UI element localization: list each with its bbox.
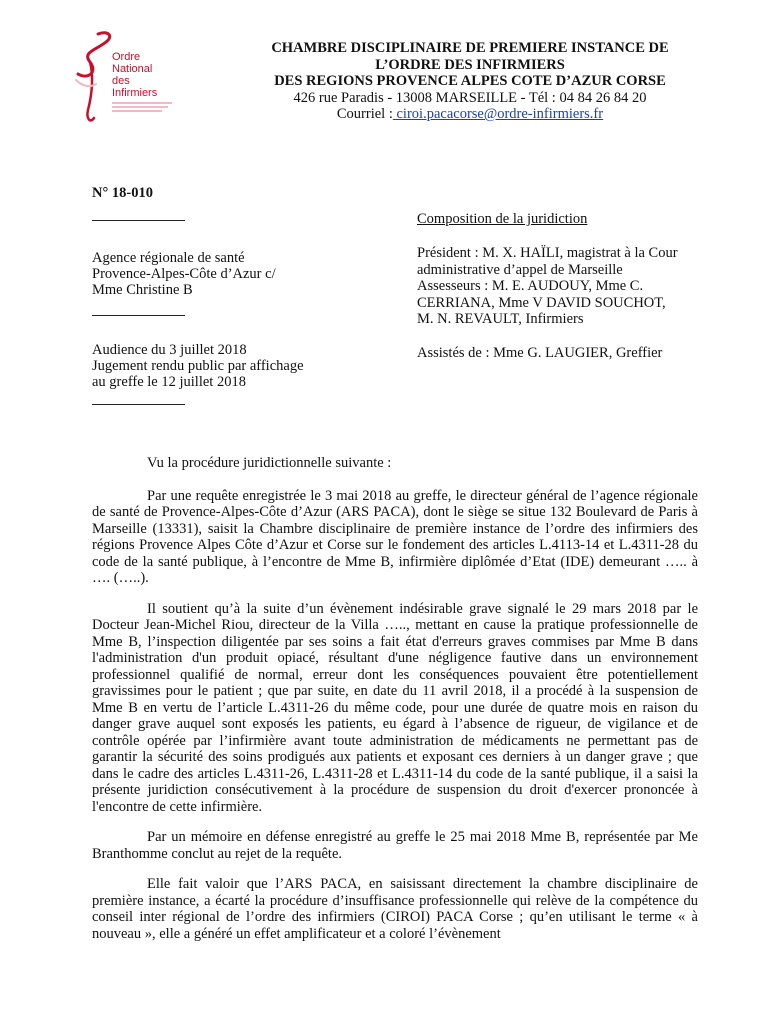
- parties-line2: Provence-Alpes-Côte d’Azur c/: [92, 266, 276, 282]
- paragraph-4: Elle fait valoir que l’ARS PACA, en saisissant directement la chambre disciplinaire de première instance, a écarté la procédure d’insuffisance professionnelle qui relève de la compétence du conseil inter régional de l’ordre des infirmiers (CIROI) PACA Corse ; qu’en utilisant le terme « à nouveau », elle a généré un effet amplificateur et a coloré l’évènement: [92, 876, 698, 942]
- header-line3: DES REGIONS PROVENCE ALPES COTE D’AZUR CORSE: [274, 73, 666, 89]
- logo-line3: des: [112, 75, 130, 87]
- assessors-line1: Assesseurs : M. E. AUDOUY, Mme C.: [417, 278, 644, 294]
- paragraph-1: Par une requête enregistrée le 3 mai 2018 au greffe, le directeur général de l’agence régionale de santé de Provence-Alpes-Côte d’Azur (ARS PACA), dont le siège se situe 132 Boulevard de Paris à Marseille (13331), saisit la Chambre disciplinaire de première instance de l’ordre des infirmiers des régions Provence Alpes Côte d’Azur et Corse sur le fondement des articles L.4113-14 et L.4311-28 du code de la santé publique, à l’encontre de Mme B, infirmière diplômée d’Etat (IDE) demeurant ….. à …. (…..).: [92, 487, 698, 586]
- document-header: [200, 40, 740, 123]
- divider: [92, 315, 185, 316]
- divider: [92, 404, 185, 405]
- header-line2: L’ORDRE DES INFIRMIERS: [375, 56, 565, 73]
- case-number: N° 18-010: [92, 185, 153, 201]
- logo-line4: Infirmiers: [112, 87, 158, 99]
- email-label: Courriel :: [336, 106, 393, 122]
- hearing-info: [92, 342, 332, 390]
- ordre-national-infirmiers-logo-icon: [68, 28, 188, 128]
- clerk: Assistés de : Mme G. LAUGIER, Greffier: [417, 345, 663, 361]
- logo: [68, 28, 188, 128]
- parties: [92, 250, 332, 298]
- composition-members: [417, 245, 702, 328]
- logo-line2: National: [112, 63, 153, 75]
- hearing-line3: au greffe le 12 juillet 2018: [92, 374, 246, 390]
- assessors-line3: M. N. REVAULT, Infirmiers: [417, 311, 584, 327]
- president-line2: administrative d’appel de Marseille: [417, 261, 623, 278]
- paragraph-2: Il soutient qu’à la suite d’un évènement indésirable grave signalé le 29 mars 2018 par le Docteur Jean-Michel Riou, directeur de la Villa ….., mettant en cause la pratique professionnelle de Mme B, l’inspection diligentée par ses soins a fait état d'erreurs graves commises par Mme B dans l'administration d'un produit opiacé, résultant d'une négligence fautive dans un environnement professionnel qualifié de normal, erreur dont les conséquences pouvaient être potentiellement gravissimes pour le patient ; que par suite, en date du 11 avril 2018, il a procédé à la suspension de Mme B en vertu de l’article L.4311-26 du même code, pour une durée de quatre mois en raison du danger grave auquel sont exposés les patients, eu égard à l’absence de rigueur, de vigilance et de contrôle opérée par l’infirmière avant toute administration de médicaments ne permettant pas de garantir la sécurité des soins prodigués aux patients et exposant ces derniers à un danger grave ; que dans le cadre des articles L.4311-26, L.4311-28 et L.4311-14 du code de la santé publique, il a saisi la présente juridiction consécutivement à la procédure de suspension du droit d'exercer prononcée à l'encontre de cette infirmière.: [92, 600, 698, 815]
- hearing-line1: Audience du 3 juillet 2018: [92, 342, 247, 358]
- divider: [92, 220, 185, 221]
- intro-paragraph: Vu la procédure juridictionnelle suivante :: [147, 455, 392, 471]
- logo-line1: Ordre: [112, 51, 141, 63]
- paragraph-3: Par un mémoire en défense enregistré au greffe le 25 mai 2018 Mme B, représentée par Me Branthomme conclut au rejet de la requête.: [92, 829, 698, 862]
- assessors-line2: CERRIANA, Mme V DAVID SOUCHOT,: [417, 294, 666, 311]
- parties-line3: Mme Christine B: [92, 282, 193, 298]
- header-address: 426 rue Paradis - 13008 MARSEILLE - Tél : 04 84 26 84 20: [293, 89, 647, 106]
- header-line1: CHAMBRE DISCIPLINAIRE DE PREMIERE INSTANCE DE: [271, 40, 669, 56]
- parties-line1: Agence régionale de santé: [92, 250, 245, 266]
- header-email-line: [200, 106, 740, 123]
- email-link[interactable]: ciroi.pacacorse@ordre-infirmiers.fr: [392, 106, 604, 122]
- hearing-line2: Jugement rendu public par affichage: [92, 358, 304, 374]
- composition-title-text: Composition de la juridiction: [417, 211, 588, 227]
- president-line1: Président : M. X. HAÏLI, magistrat à la Cour: [417, 245, 678, 261]
- composition-title: [417, 211, 702, 228]
- judgment-body: [92, 455, 698, 956]
